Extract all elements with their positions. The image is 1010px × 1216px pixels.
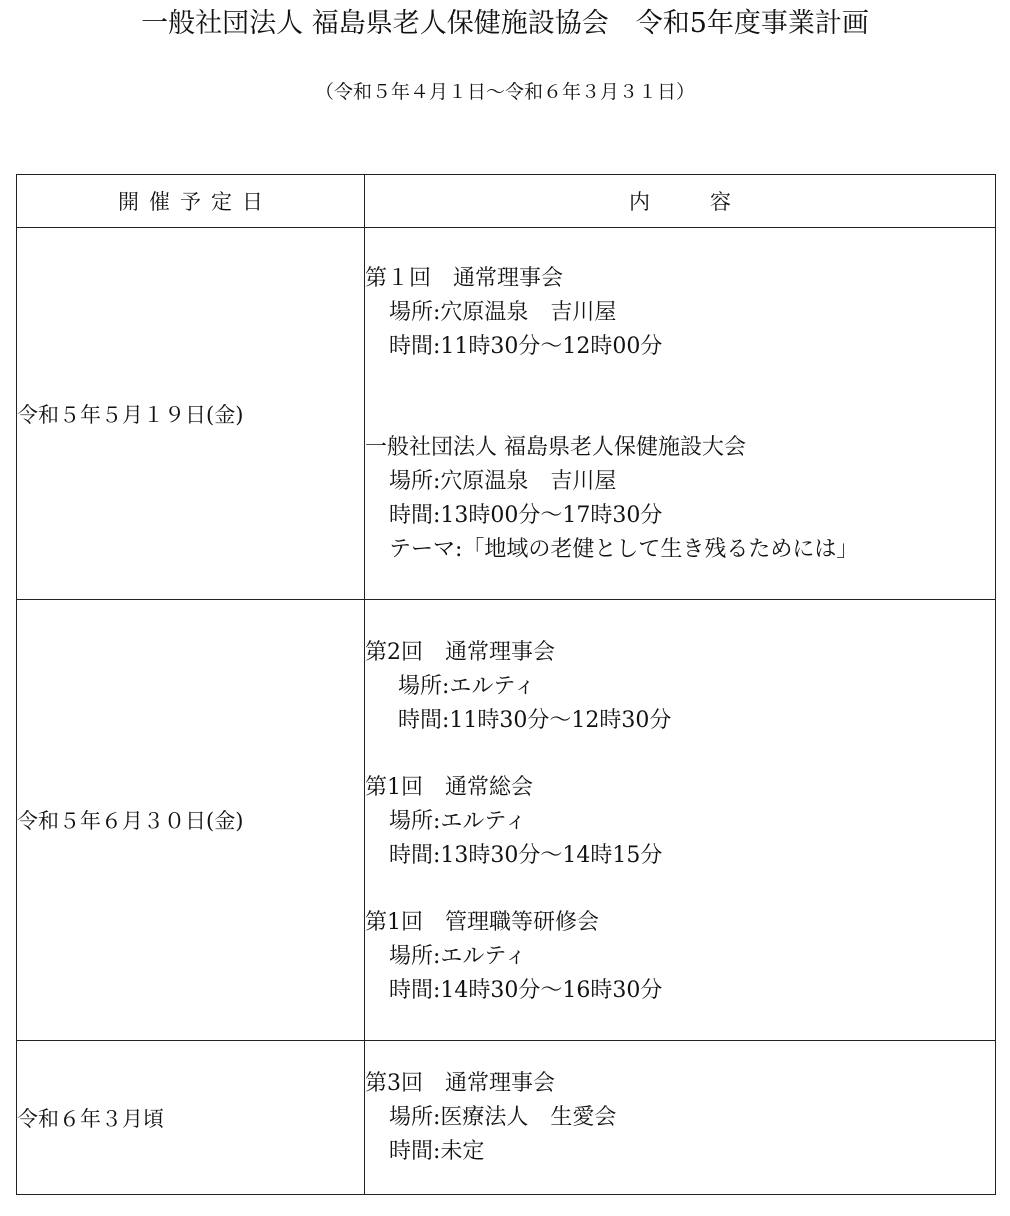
spacer — [365, 1041, 995, 1067]
header-content-label: 内容 — [629, 190, 791, 214]
header-content — [365, 175, 996, 228]
table-row — [17, 1041, 996, 1195]
event-time: 時間:11時30分～12時00分 — [389, 334, 663, 359]
event-time: 時間:未定 — [389, 1139, 485, 1164]
date-cell: 令和５年５月１９日(金) — [17, 228, 365, 600]
event-time: 時間:11時30分～12時30分 — [398, 708, 672, 733]
event-place: 場所:穴原温泉 吉川屋 — [389, 300, 617, 325]
date-cell: 令和５年６月３０日(金) — [17, 600, 365, 1041]
table-header-row — [17, 175, 996, 228]
fiscal-period: （令和５年４月１日～令和６年３月３１日） — [314, 81, 695, 103]
event-theme: テーマ:「地域の老健として生き残るためには」 — [389, 537, 859, 562]
event-place: 場所:医療法人 生愛会 — [389, 1105, 617, 1130]
event-place: 場所:穴原温泉 吉川屋 — [389, 469, 617, 494]
document-title: 一般社団法人 福島県老人保健施設協会 令和5年度事業計画 — [141, 8, 869, 39]
table-row — [17, 600, 996, 1041]
event-place: 場所:エルティ — [389, 809, 527, 834]
spacer — [365, 364, 995, 431]
event-time: 時間:13時30分～14時15分 — [389, 843, 663, 868]
event-name: 第2回 通常理事会 — [365, 640, 555, 665]
content-cell — [365, 600, 996, 1041]
spacer — [365, 873, 995, 906]
content-cell — [365, 1041, 996, 1195]
schedule-table — [16, 174, 996, 1195]
event-name: 第3回 通常理事会 — [365, 1071, 555, 1096]
spacer — [365, 738, 995, 771]
content-cell — [365, 228, 996, 600]
event-name: 第１回 通常理事会 — [365, 266, 564, 291]
spacer — [365, 228, 995, 262]
spacer — [365, 600, 995, 636]
date-cell: 令和６年３月頃 — [17, 1041, 365, 1195]
event-name: 一般社団法人 福島県老人保健施設大会 — [365, 435, 746, 460]
event-time: 時間:13時00分～17時30分 — [389, 503, 663, 528]
event-place: 場所:エルティ — [398, 674, 536, 699]
header-date — [17, 175, 365, 228]
event-place: 場所:エルティ — [389, 944, 527, 969]
event-name: 第1回 通常総会 — [365, 775, 533, 800]
event-name: 第1回 管理職等研修会 — [365, 910, 599, 935]
event-time: 時間:14時30分～16時30分 — [389, 978, 663, 1003]
table-row — [17, 228, 996, 600]
header-date-label: 開催予定日 — [118, 190, 273, 214]
